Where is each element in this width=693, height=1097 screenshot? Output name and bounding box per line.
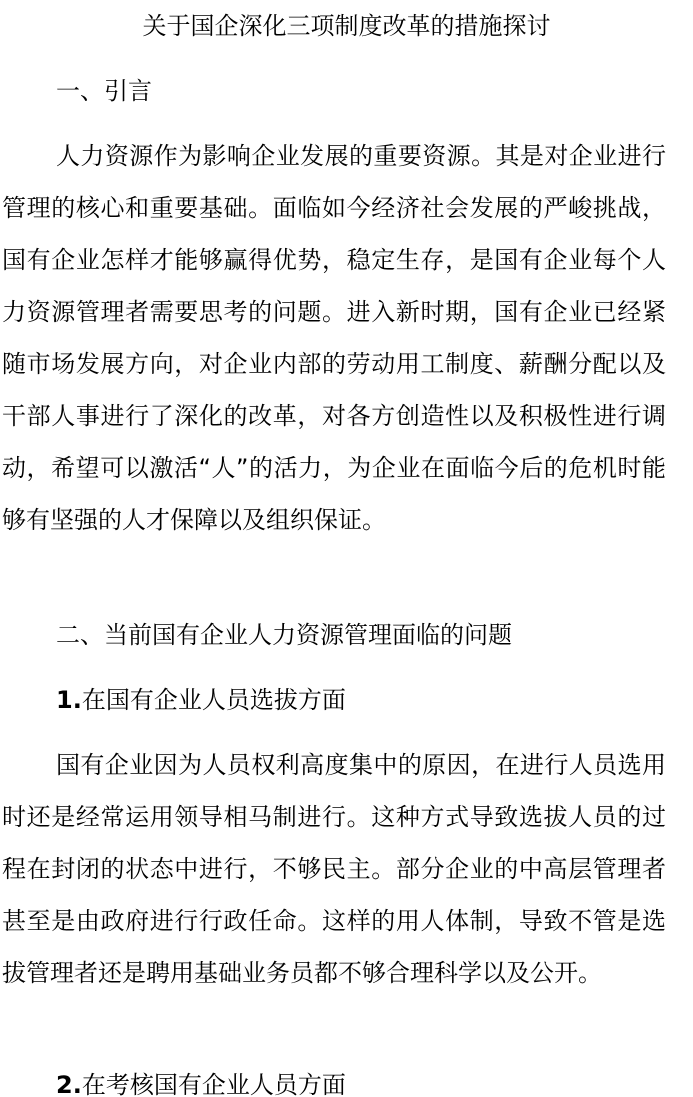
subsection-number: 2.	[56, 1071, 82, 1097]
subsection-heading-text: 在国有企业人员选拔方面	[81, 686, 346, 714]
document-title: 关于国企深化三项制度改革的措施探讨	[142, 12, 551, 40]
subsection-heading-selection	[56, 682, 346, 718]
introduction-paragraph: 人力资源作为影响企业发展的重要资源。其是对企业进行管理的核心和重要基础。面临如今经济社会发展的严峻挑战，国有企业怎样才能够赢得优势，稳定生存，是国有企业每个人力资源管理者需要思考的问题。进入新时期，国有企业已经紧随市场发展方向，对企业内部的劳动用工制度、薪酬分配以及干部人事进行了深化的改革，对各方创造性以及积极性进行调动，希望可以激活“人”的活力，为企业在面临今后的危机时能够有坚强的人才保障以及组织保证。	[2, 142, 666, 534]
subsection-heading-assessment	[56, 1067, 346, 1097]
section-heading-problems: 二、当前国有企业人力资源管理面临的问题	[56, 621, 512, 649]
subsection-number: 1.	[56, 686, 82, 714]
subsection-heading-text: 在考核国有企业人员方面	[81, 1071, 346, 1097]
selection-paragraph: 国有企业因为人员权利高度集中的原因，在进行人员选用时还是经常运用领导相马制进行。这种方式导致选拔人员的过程在封闭的状态中进行，不够民主。部分企业的中高层管理者甚至是由政府进行行政任命。这样的用人体制，导致不管是选拔管理者还是聘用基础业务员都不够合理科学以及公开。	[2, 751, 666, 987]
section-heading-introduction: 一、引言	[56, 77, 152, 105]
